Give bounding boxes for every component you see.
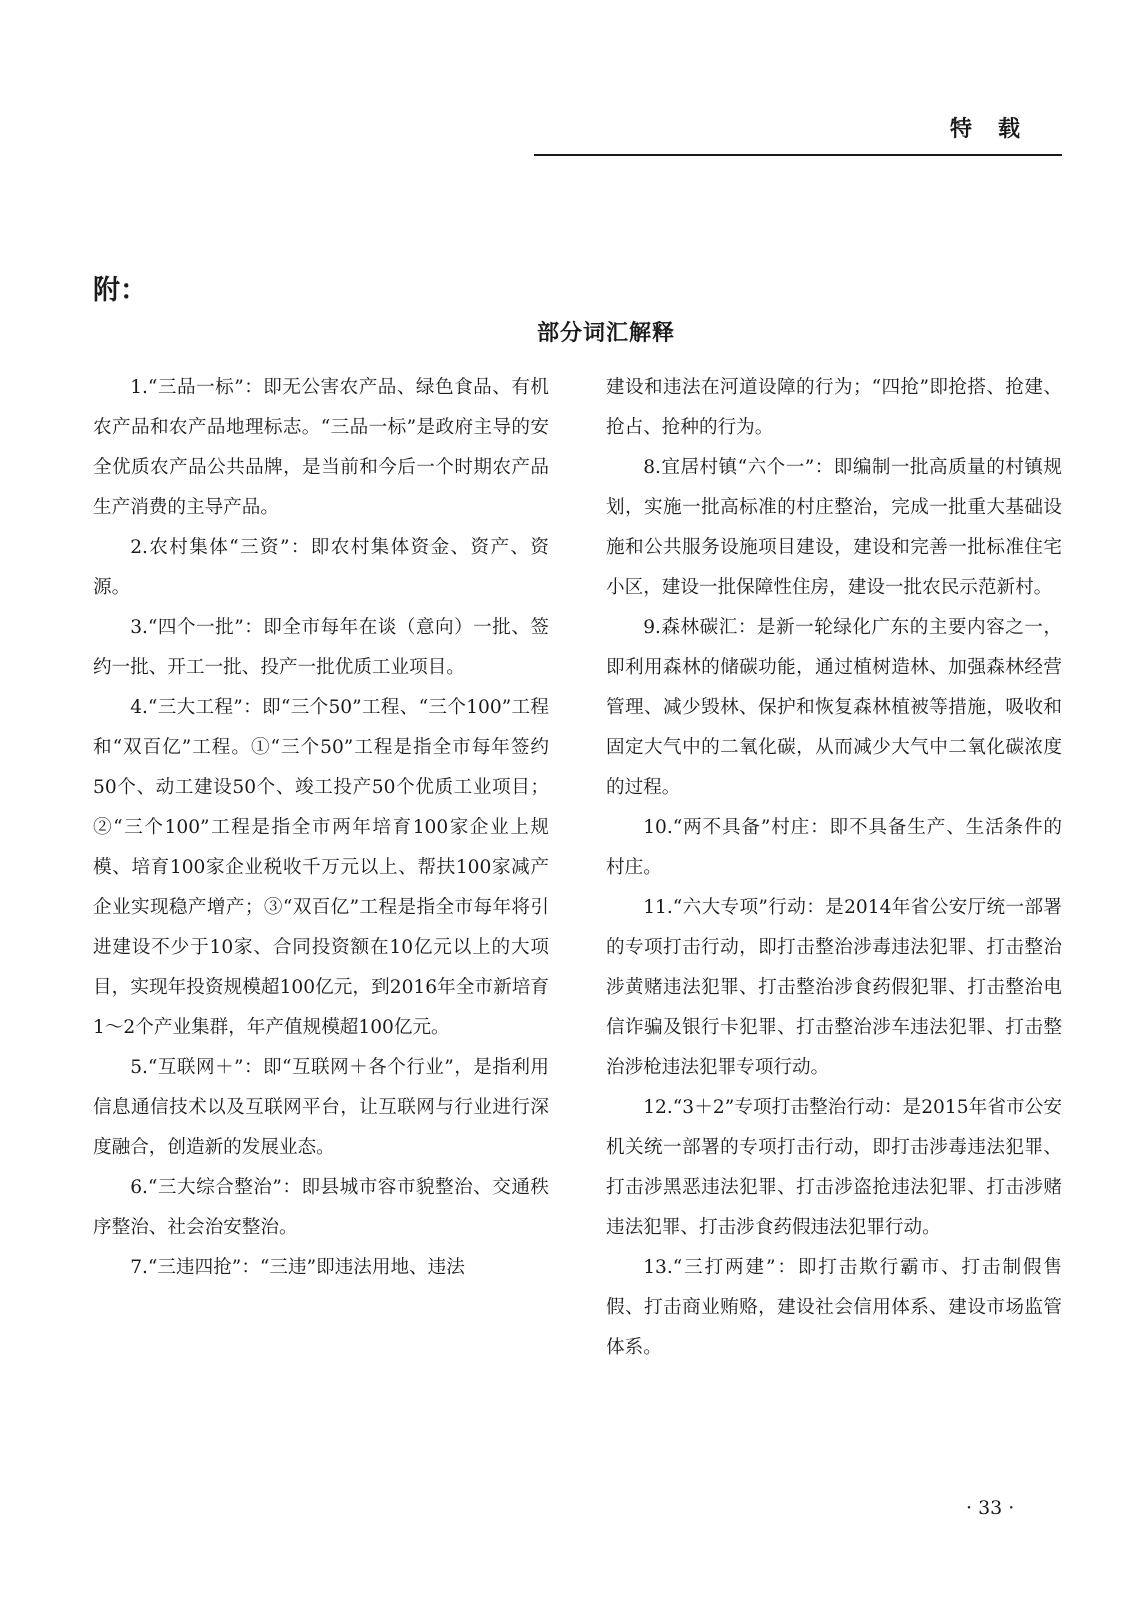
glossary-entry-7-continuation: 建设和违法在河道设障的行为；“四抢”即抢搭、抢建、抢占、抢种的行为。 [606,377,1062,438]
left-column [93,368,549,1288]
section-label: 特载 [950,117,1047,142]
glossary-entry-1: 1.“三品一标”：即无公害农产品、绿色食品、有机农产品和农产品地理标志。“三品一标”是政府主导的安全优质农产品公共品牌，是当前和今后一个时期农产品生产消费的主导产品。 [93,377,549,518]
annex-label: 附： [93,275,147,306]
glossary-entry-12: 12.“3＋2”专项打击整治行动：是2015年省市公安机关统一部署的专项打击行动，即打击涉毒违法犯罪、打击涉黑恶违法犯罪、打击涉盗抢违法犯罪、打击涉赌违法犯罪、打击涉食药假违法犯罪行动。 [606,1097,1062,1238]
right-column [606,368,1062,1368]
glossary-entry-7-start: 7.“三违四抢”：“三违”即违法用地、违法 [130,1257,465,1278]
glossary-entry-9: 9.森林碳汇：是新一轮绿化广东的主要内容之一，即利用森林的储碳功能，通过植树造林、加强森林经营管理、减少毁林、保护和恢复森林植被等措施，吸收和固定大气中的二氧化碳，从而减少大气中二氧化碳浓度的过程。 [606,617,1062,798]
glossary-entry-3: 3.“四个一批”：即全市每年在谈（意向）一批、签约一批、开工一批、投产一批优质工业项目。 [93,617,549,678]
page-number: · 33 · [966,1497,1015,1519]
header-rule [534,154,1062,156]
glossary-entry-6: 6.“三大综合整治”：即县城市容市貌整治、交通秩序整治、社会治安整治。 [93,1177,549,1238]
glossary-entry-13: 13.“三打两建”：即打击欺行霸市、打击制假售假、打击商业贿赂，建设社会信用体系、建设市场监管体系。 [606,1257,1062,1358]
glossary-entry-11: 11.“六大专项”行动：是2014年省公安厅统一部署的专项打击行动，即打击整治涉毒违法犯罪、打击整治涉黄赌违法犯罪、打击整治涉食药假犯罪、打击整治电信诈骗及银行卡犯罪、打击整治涉车违法犯罪、打击整治涉枪违法犯罪专项行动。 [606,897,1062,1078]
glossary-entry-10: 10.“两不具备”村庄：即不具备生产、生活条件的村庄。 [606,817,1062,878]
page-title: 部分词汇解释 [536,321,675,346]
glossary-entry-2: 2.农村集体“三资”：即农村集体资金、资产、资源。 [93,537,549,598]
glossary-entry-5: 5.“互联网＋”：即“互联网＋各个行业”，是指利用信息通信技术以及互联网平台，让互联网与行业进行深度融合，创造新的发展业态。 [93,1057,549,1158]
glossary-entry-8: 8.宜居村镇“六个一”：即编制一批高质量的村镇规划，实施一批高标准的村庄整治，完成一批重大基础设施和公共服务设施项目建设，建设和完善一批标准住宅小区，建设一批保障性住房，建设一批农民示范新村。 [606,457,1062,598]
glossary-entry-4: 4.“三大工程”：即“三个50”工程、“三个100”工程和“双百亿”工程。①“三个50”工程是指全市每年签约50个、动工建设50个、竣工投产50个优质工业项目；②“三个100”工程是指全市两年培育100家企业上规模、培育100家企业税收千万元以上、帮扶100家减产企业实现稳产增产；③“双百亿”工程是指全市每年将引进建设不少于10家、合同投资额在10亿元以上的大项目，实现年投资规模超100亿元，到2016年全市新培育1～2个产业集群，年产值规模超100亿元。 [93,697,549,1038]
